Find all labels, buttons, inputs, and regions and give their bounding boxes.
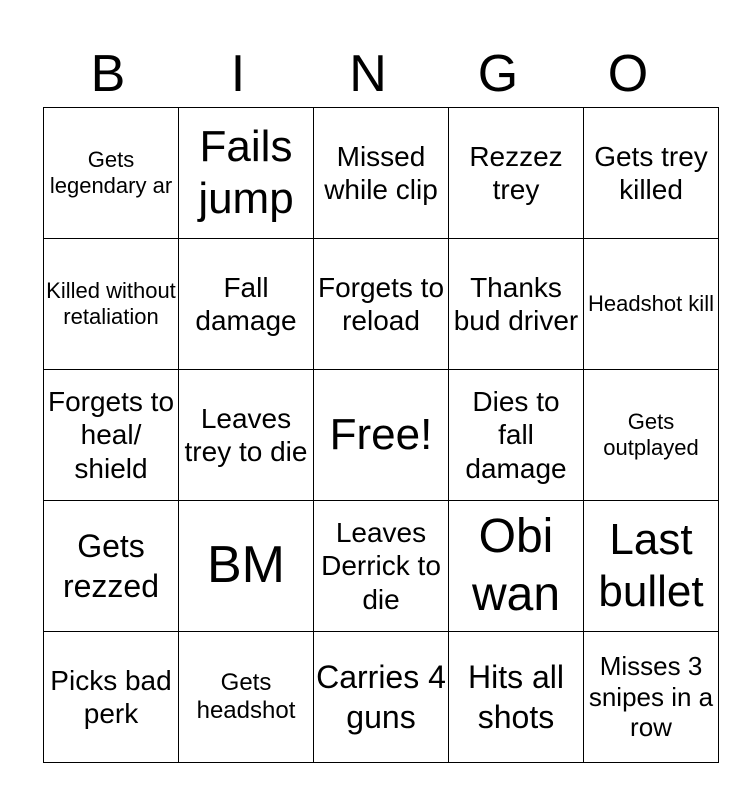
bingo-cell[interactable]: Fall damage (179, 239, 314, 370)
header-letter-g: G (477, 45, 519, 103)
bingo-cell[interactable]: Dies to fall damage (449, 370, 584, 501)
bingo-cell[interactable]: Carries 4 guns (314, 632, 449, 763)
bingo-cell[interactable]: Hits all shots (449, 632, 584, 763)
board-row (44, 108, 719, 239)
bingo-cell[interactable]: Gets trey killed (584, 108, 719, 239)
header-letter-i: I (230, 45, 246, 103)
bingo-cell[interactable]: Killed without retaliation (44, 239, 179, 370)
bingo-cell[interactable]: Forgets to heal/ shield (44, 370, 179, 501)
bingo-cell[interactable]: Leaves Derrick to die (314, 501, 449, 632)
bingo-cell[interactable]: BM (179, 501, 314, 632)
bingo-cell[interactable]: Obi wan (449, 501, 584, 632)
board-row (44, 501, 719, 632)
bingo-cell[interactable]: Headshot kill (584, 239, 719, 370)
bingo-cell[interactable]: Fails jump (179, 108, 314, 239)
bingo-cell[interactable]: Gets rezzed (44, 501, 179, 632)
header-letter-b: B (90, 45, 126, 103)
bingo-header (43, 40, 693, 108)
board-row (44, 370, 719, 501)
bingo-cell[interactable]: Thanks bud driver (449, 239, 584, 370)
bingo-cell[interactable]: Rezzez trey (449, 108, 584, 239)
free-space-cell[interactable]: Free! (314, 370, 449, 501)
bingo-cell[interactable]: Leaves trey to die (179, 370, 314, 501)
bingo-cell[interactable]: Forgets to reload (314, 239, 449, 370)
bingo-cell[interactable]: Misses 3 snipes in a row (584, 632, 719, 763)
bingo-board (43, 107, 719, 763)
header-letter-o: O (607, 45, 649, 103)
board-row (44, 239, 719, 370)
bingo-cell[interactable]: Picks bad perk (44, 632, 179, 763)
bingo-cell[interactable]: Missed while clip (314, 108, 449, 239)
header-letter-n: N (349, 45, 387, 103)
bingo-cell[interactable]: Gets legendary ar (44, 108, 179, 239)
board-row (44, 632, 719, 763)
bingo-cell[interactable]: Gets headshot (179, 632, 314, 763)
bingo-cell[interactable]: Last bullet (584, 501, 719, 632)
bingo-cell[interactable]: Gets outplayed (584, 370, 719, 501)
